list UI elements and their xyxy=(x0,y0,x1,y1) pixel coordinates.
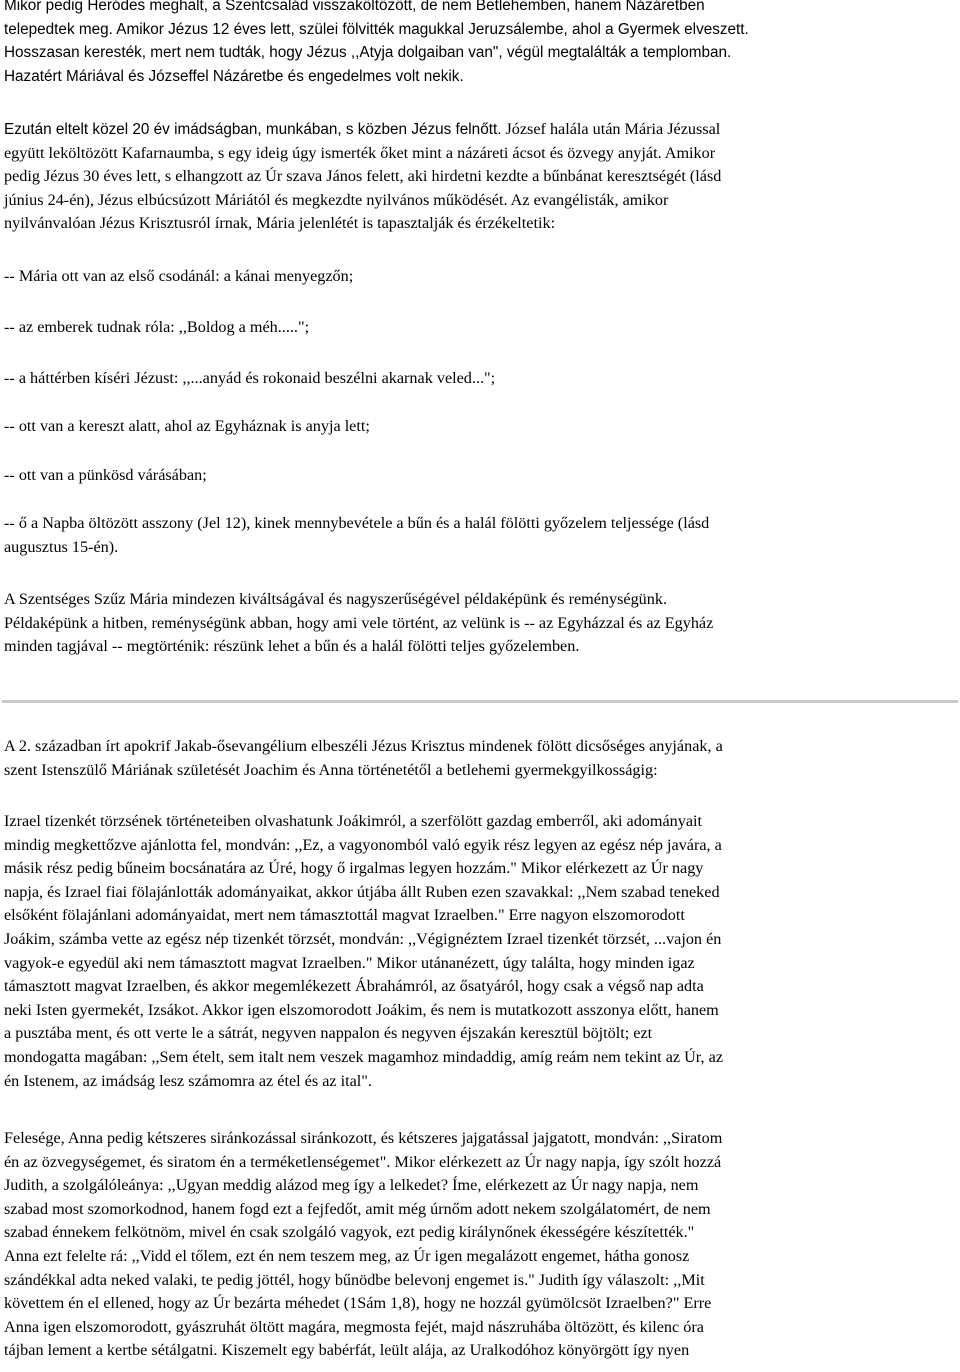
text-line: neki Isten gyermekét, Izsákot. Akkor igen elszomorodott Joákim, és nem is mutatkozott asszonya előtt, hanem xyxy=(4,1000,719,1019)
horizontal-divider xyxy=(2,700,958,703)
list-item: -- ott van a kereszt alatt, ahol az Egyháznak is anyja lett; xyxy=(4,417,370,435)
text-line: én az özvegységemet, és siratom én a terméketlenségemet". Mikor elérkezett az Úr nagy napja, így szólt hozzá xyxy=(4,1152,722,1171)
text-line: Joákim, számba vette az egész nép tizenkét törzsét, mondván: ,,Végignéztem Izrael tizenkét törzsét, ...vajon én xyxy=(4,929,722,948)
text-line: mindig megkettőzve ajánlotta fel, mondván: ,,Ez, a vagyonomból való egyik rész legyen az egész nép javára, a xyxy=(4,835,722,854)
text-line: Példaképünk a hitben, reménységünk abban, hogy ami vele történt, az velünk is -- az Egyházzal és az Egyház xyxy=(4,613,714,632)
text-line: pedig Jézus 30 éves lett, s elhangzott az Úr szava János felett, aki hirdetni kezdte a bűnbánat keresztségét (lásd xyxy=(4,167,722,186)
text-line: vagyok-e egyedül aki nem támasztott magvat Izraelben." Mikor utánanézett, úgy találta, hogy minden igaz xyxy=(4,953,695,972)
text-line: a pusztába ment, és ott verte le a sátrát, negyven nappalon és negyven éjszakán keresztül böjtölt; ezt xyxy=(4,1024,653,1043)
list-item: -- Mária ott van az első csodánál: a kánai menyegzőn; xyxy=(4,267,354,285)
text-line: szándékkal adta neked valaki, te pedig jöttél, hogy bűnödbe belevonj engemet is." Judith így válaszolt: ,,Mit xyxy=(4,1270,705,1289)
list-item: -- az emberek tudnak róla: ,,Boldog a méh....."; xyxy=(4,318,310,336)
text-line: tájban lement a kertbe sétálgatni. Kiszemelt egy babérfát, leült alája, az Uralkodóhoz könyörgött így nyen xyxy=(4,1341,690,1360)
text-line: Izrael tizenkét törzsének történeteiben olvashatunk Joákimról, a szerfölött gazdag emberről, aki adományait xyxy=(4,812,703,830)
text-line xyxy=(4,118,956,142)
paragraph-return-to-nazareth xyxy=(4,0,956,88)
text-line: követtem én el ellened, hogy az Úr bezárta méhedet (1Sám 1,8), hogy ne hozzál gyümölcsöt Izraelben?" Erre xyxy=(4,1294,712,1313)
paragraph-joachim xyxy=(4,810,956,1093)
text-line: augusztus 15-én). xyxy=(4,537,119,556)
text-line: támasztott magvat Izraelben, és akkor megemlékezett Ábrahámról, az ősatyáról, hogy csak a végső nap adta xyxy=(4,977,704,996)
text-line: szent Istenszülő Máriának születését Joachim és Anna történetétől a betlehemi gyermekgyilkosságig: xyxy=(4,760,658,779)
text-line: nyilvánvalóan Jézus Krisztusról írnak, Mária jelenlétét is tapasztalják és érzékeltetik: xyxy=(4,214,556,233)
paragraph-anna xyxy=(4,1127,956,1363)
list-item: -- a háttérben kíséri Jézust: ,,...anyád és rokonaid beszélni akarnak veled..."; xyxy=(4,369,496,387)
list-item: -- ott van a pünkösd várásában; xyxy=(4,466,207,484)
text-line: telepedtek meg. Amikor Jézus 12 éves lett, szülei fölvitték magukkal Jeruzsálembe, ahol a Gyermek elveszett. xyxy=(4,20,749,38)
text-line: Judith, a szolgálóleánya: ,,Ugyan meddig alázod meg így a lelkedet? Íme, elérkezett az Úr nagy napja, nem xyxy=(4,1176,699,1195)
list-item xyxy=(4,512,956,559)
text-line: A 2. században írt apokrif Jakab-ősevangélium elbeszéli Jézus Krisztus mindenek fölött dicsőséges anyjának, a xyxy=(4,737,723,755)
text-line: napja, és Izrael fiai fölajánlották adományaikat, akkor útjába állt Ruben ezen szavakkal: ,,Nem szabad teneked xyxy=(4,882,720,901)
text-line: A Szentséges Szűz Mária mindezen kiváltságával és nagyszerűségével példaképünk és reménységünk. xyxy=(4,590,668,608)
text-line: -- ő a Napba öltözött asszony (Jel 12), kinek mennybevétele a bűn és a halál fölötti győzelem teljessége (lásd xyxy=(4,514,710,532)
text-line-serif: József halála után Mária Jézussal xyxy=(505,120,721,138)
text-line: Mikor pedig Heródes meghalt, a Szentcsalád visszaköltözött, de nem Betlehemben, hanem Názáretben xyxy=(4,0,705,14)
text-line: együtt leköltözött Kafarnaumba, s egy ideig úgy ismerték őket mint a názáreti ácsot és özvegy anyját. Amikor xyxy=(4,143,716,162)
text-line: Felesége, Anna pedig kétszeres siránkozással siránkozott, és kétszeres jajgatással jajgatott, mondván: ,,Siratom xyxy=(4,1129,723,1147)
text-line: elsőként fölajánlani adományaidat, mert nem támasztottál magvat Izraelben." Erre nagyon elszomorodott xyxy=(4,906,685,925)
text-line: Anna igen elszomorodott, gyászruhát öltött magára, megmosta fejét, majd nászruhába öltözött, és kilenc óra xyxy=(4,1317,704,1336)
text-line: június 24-én), Jézus elbúcsúzott Máriától és megkezdte nyilvános működését. Az evangélisták, amikor xyxy=(4,190,669,209)
paragraph-summary xyxy=(4,588,956,659)
paragraph-apocryphal-intro xyxy=(4,735,956,782)
text-line: másik rész pedig bűneim bocsánatára az Úré, hogy ő irgalmas legyen hozzám." Mikor elérkezett az Úr nagy xyxy=(4,859,704,878)
paragraph-public-ministry xyxy=(4,118,956,236)
text-line: minden tagjával -- megtörténik: részünk lehet a bűn és a halál fölötti teljes győzelemben. xyxy=(4,637,580,656)
text-line-sans: Ezután eltelt közel 20 év imádságban, munkában, s közben Jézus felnőtt. xyxy=(4,121,502,138)
text-line: mondogatta magában: ,,Sem ételt, sem italt nem veszek magamhoz mindaddig, amíg reám nem tekint az Úr, az xyxy=(4,1047,724,1066)
text-line: szabad énnekem felkötnöm, mivel én csak szolgáló vagyok, ezt pedig királynőnek ékességére készítették." xyxy=(4,1223,695,1242)
text-line: Hosszasan keresték, mert nem tudták, hogy Jézus ,,Atyja dolgaiban van", végül megtalálták a templomban. xyxy=(4,44,732,62)
text-line: Hazatért Máriával és Józseffel Názáretbe és engedelmes volt nekik. xyxy=(4,67,464,85)
text-line: én Istenem, az imádság lesz számomra az étel és az ital". xyxy=(4,1071,372,1090)
text-line: szabad most szomorkodnod, hanem fogd ezt a fejfedőt, amit még úrnőm adott nekem szolgálatomért, de nem xyxy=(4,1199,711,1218)
text-line: Anna ezt felelte rá: ,,Vidd el tőlem, ezt én nem teszem meg, az Úr igen megalázott engemet, hátha gonosz xyxy=(4,1246,690,1265)
